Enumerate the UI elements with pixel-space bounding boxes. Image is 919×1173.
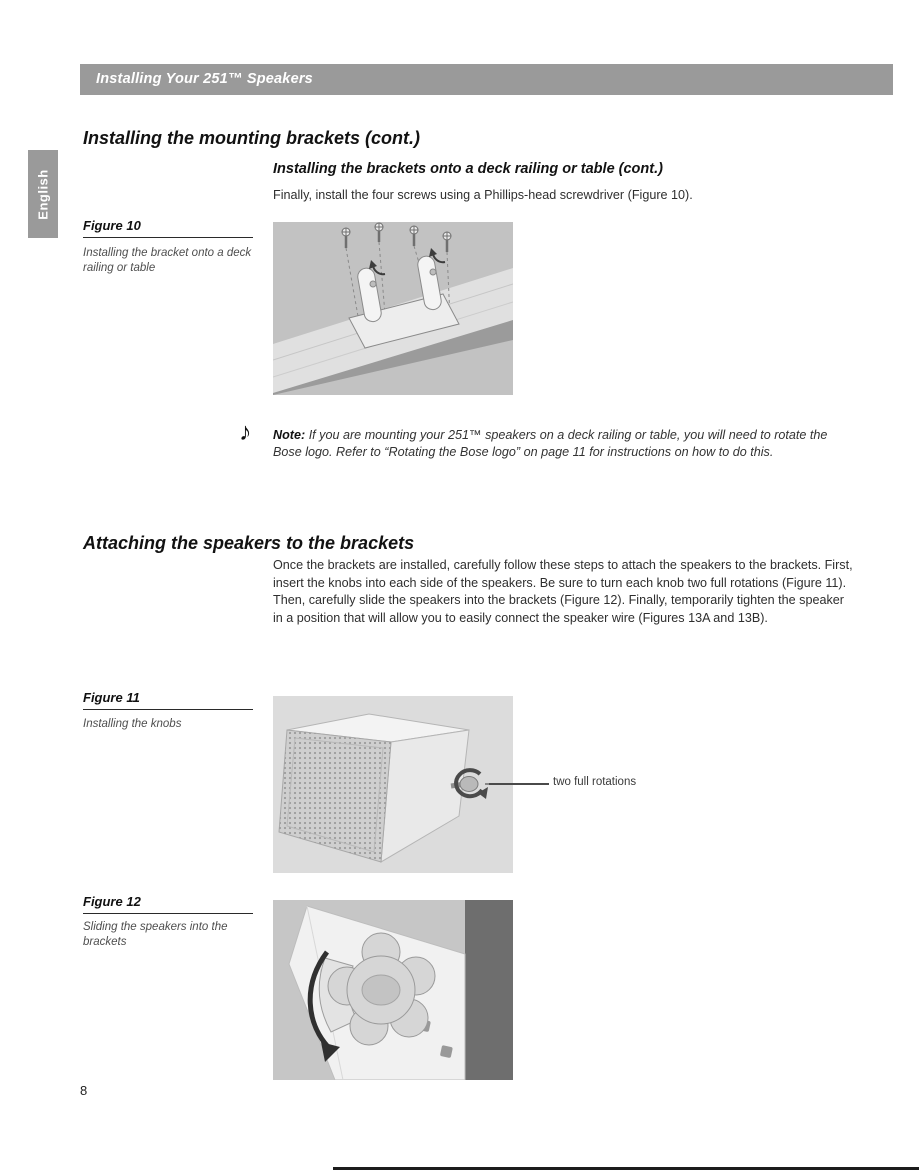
note-paragraph [273, 427, 851, 460]
note-body: If you are mounting your 251™ speakers on a deck railing or table, you will need to rotate the Bose logo. Refer to “Rotating the Bose logo” on page 11 for instructions on how to do this. [273, 428, 828, 459]
callout-leader-line [489, 783, 549, 785]
language-tab [28, 150, 58, 238]
section-heading-attaching-speakers: Attaching the speakers to the brackets [83, 533, 415, 553]
subsection-heading-deck-railing: Installing the brackets onto a deck railing or table (cont.) [273, 161, 663, 177]
figure-12-label-text: Figure 12 [83, 894, 141, 909]
figure-11-illustration [273, 696, 513, 873]
section-heading-mounting-brackets: Installing the mounting brackets (cont.) [83, 128, 421, 148]
language-tab-label: English [35, 168, 51, 220]
page-header-title: Installing Your 251™ Speakers [96, 71, 313, 87]
figure-11-label [83, 690, 253, 710]
bracket-on-deck-railing-drawing [273, 222, 513, 395]
note-label: Note: [273, 428, 306, 442]
scan-artifact-line [333, 1167, 919, 1170]
body-text-install-screws: Finally, install the four screws using a Phillips-head screwdriver (Figure 10). [273, 188, 693, 202]
speaker-with-knob-drawing [273, 696, 513, 873]
figure-10-label-text: Figure 10 [83, 218, 141, 233]
figure-12-illustration [273, 900, 513, 1080]
figure-10-label [83, 218, 253, 238]
figure-10-caption: Installing the bracket onto a deck railing or table [83, 247, 252, 274]
figure-12-caption: Sliding the speakers into the brackets [83, 921, 228, 948]
page-header-bar [80, 64, 893, 95]
figure-11-caption: Installing the knobs [83, 718, 182, 730]
callout-two-full-rotations: two full rotations [553, 776, 637, 788]
music-note-icon: ♪ [239, 418, 252, 446]
figure-10-illustration [273, 222, 513, 395]
page-number: 8 [80, 1083, 88, 1098]
knob-on-bracket-drawing [273, 900, 513, 1080]
body-text-attaching-steps: Once the brackets are installed, carefully follow these steps to attach the speakers to the brackets. First, insert the knobs into each side of the speakers. Be sure to turn each knob two full rotations (Figure 11). Then, carefully slide the speakers into the brackets (Figure 12). Finally, temporarily tighten the speaker in a position that will allow you to easily connect the speaker wire (Figures 13A and 13B). [273, 558, 853, 625]
figure-12-label [83, 894, 253, 914]
figure-11-label-text: Figure 11 [83, 690, 140, 705]
